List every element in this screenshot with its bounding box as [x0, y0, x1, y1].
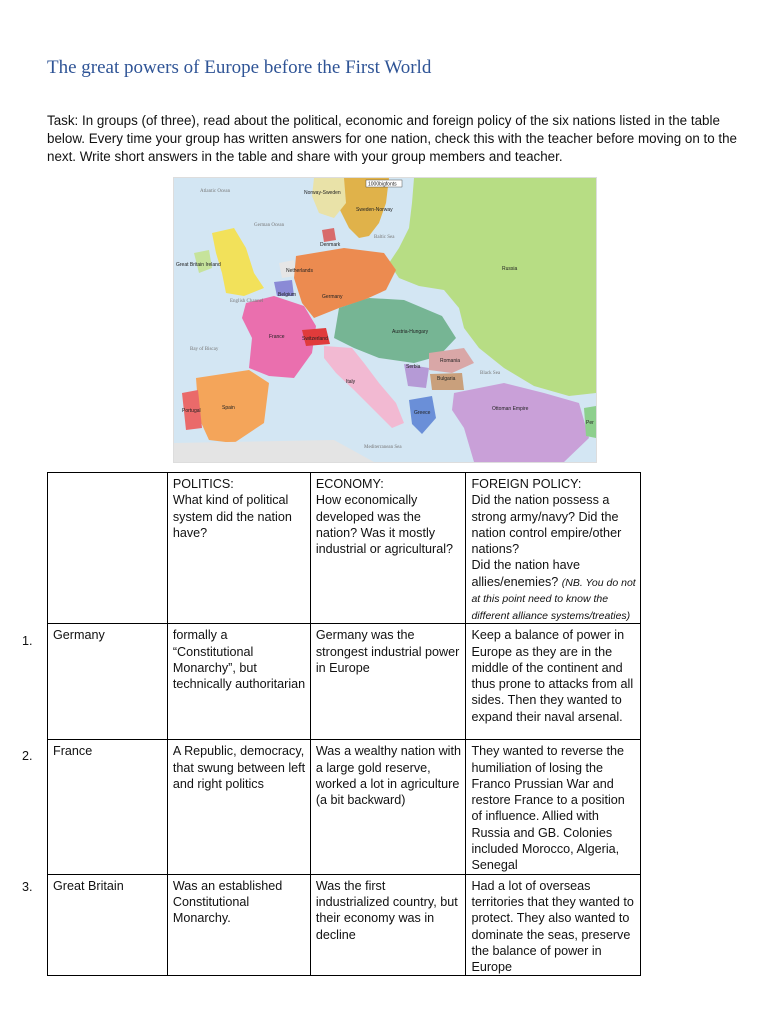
foreign-policy-cell: Had a lot of overseas territories that they wanted to protect. They also wanted to dominate the seas, preserve the balance of power in Europe	[466, 874, 641, 976]
map-label-belgium: Belgium	[278, 292, 297, 298]
document-title: The great powers of Europe before the First World	[47, 57, 432, 78]
header-foreign-text: FOREIGN POLICY: Did the nation possess a strong army/navy? Did the nation control empire/other nations? Did the nation have allies/enemies?	[471, 477, 622, 589]
table-header-row	[48, 473, 641, 624]
map-label-german-ocean: German Ocean	[254, 223, 285, 228]
header-politics: POLITICS: What kind of political system did the nation have?	[167, 473, 310, 624]
europe-map	[173, 177, 597, 463]
table-row	[48, 740, 641, 874]
table-row	[48, 874, 641, 976]
map-label-france: France	[269, 334, 285, 340]
map-label-italy: Italy	[346, 379, 356, 385]
politics-cell: formally a “Constitutional Monarchy”, but technically authoritarian	[167, 624, 310, 740]
europe-map-svg	[174, 178, 596, 462]
map-label-germany: Germany	[322, 294, 343, 300]
header-economy: ECONOMY: How economically developed was the nation? Was it mostly industrial or agricultural?	[310, 473, 466, 624]
map-label-great-britain: Great Britain Ireland	[176, 262, 221, 268]
map-label-ottoman-empire: Ottoman Empire	[492, 406, 529, 412]
economy-cell: Was a wealthy nation with a large gold reserve, worked a lot in agriculture (a bit backward)	[310, 740, 466, 874]
map-label-persia: Per	[586, 420, 594, 426]
map-label-serbia: Serbia	[406, 364, 421, 370]
task-instructions: Task: In groups (of three), read about the political, economic and foreign policy of the six nations listed in the table below. Every time your group has written answers for one nation, check this with the teacher before moving on to the next. Write short answers in the table and share with your group members and teacher.	[47, 113, 737, 164]
header-foreign-note: (NB. You do not at this point need to know the different alliance systems/treaties)	[471, 576, 636, 622]
map-label-english-channel: English Channel	[230, 299, 264, 304]
map-label-russia: Russia	[502, 266, 518, 272]
nation-name: France	[48, 740, 168, 874]
map-label-spain: Spain	[222, 405, 235, 411]
map-label-switzerland: Switzerland	[302, 336, 328, 342]
nation-name: Germany	[48, 624, 168, 740]
economy-cell: Germany was the strongest industrial power in Europe	[310, 624, 466, 740]
map-label-portugal: Portugal	[182, 408, 201, 414]
row-number: 3.	[22, 880, 33, 894]
map-label-bulgaria: Bulgaria	[437, 376, 456, 382]
row-number: 1.	[22, 634, 33, 648]
map-label-norway: Norway-Sweden	[304, 190, 341, 196]
economy-cell: Was the first industrialized country, but their economy was in decline	[310, 874, 466, 976]
nations-table	[47, 472, 641, 976]
map-label-stamp: 1000bigfonts	[368, 181, 397, 188]
politics-cell: A Republic, democracy, that swung between left and right politics	[167, 740, 310, 874]
header-foreign-policy	[466, 473, 641, 624]
map-label-denmark: Denmark	[320, 242, 341, 248]
map-label-atlantic: Atlantic Ocean	[200, 189, 231, 194]
foreign-policy-cell: They wanted to reverse the humiliation of losing the Franco Prussian War and restore France to a position of influence. Allied with Russia and GB. Colonies included Morocco, Algeria, Senegal	[466, 740, 641, 874]
foreign-policy-cell: Keep a balance of power in Europe as they are in the middle of the continent and thus prone to attacks from all sides. Then they wanted to expand their naval arsenal.	[466, 624, 641, 740]
map-label-baltic: Baltic Sea	[374, 235, 395, 240]
row-number: 2.	[22, 749, 33, 763]
map-label-mediterranean: Mediterranean Sea	[364, 445, 402, 450]
map-label-sweden-norway: Sweden-Norway	[356, 207, 393, 213]
map-label-greece: Greece	[414, 410, 431, 416]
nation-name: Great Britain	[48, 874, 168, 976]
table-row	[48, 624, 641, 740]
map-label-black-sea: Black Sea	[480, 371, 501, 376]
map-label-austria-hungary: Austria-Hungary	[392, 329, 429, 335]
politics-cell: Was an established Constitutional Monarchy.	[167, 874, 310, 976]
map-label-romania: Romania	[440, 358, 461, 364]
region-denmark	[322, 228, 336, 242]
map-label-bay-of-biscay: Bay of Biscay	[190, 347, 219, 352]
header-empty-cell	[48, 473, 168, 624]
map-label-netherlands: Netherlands	[286, 268, 313, 274]
